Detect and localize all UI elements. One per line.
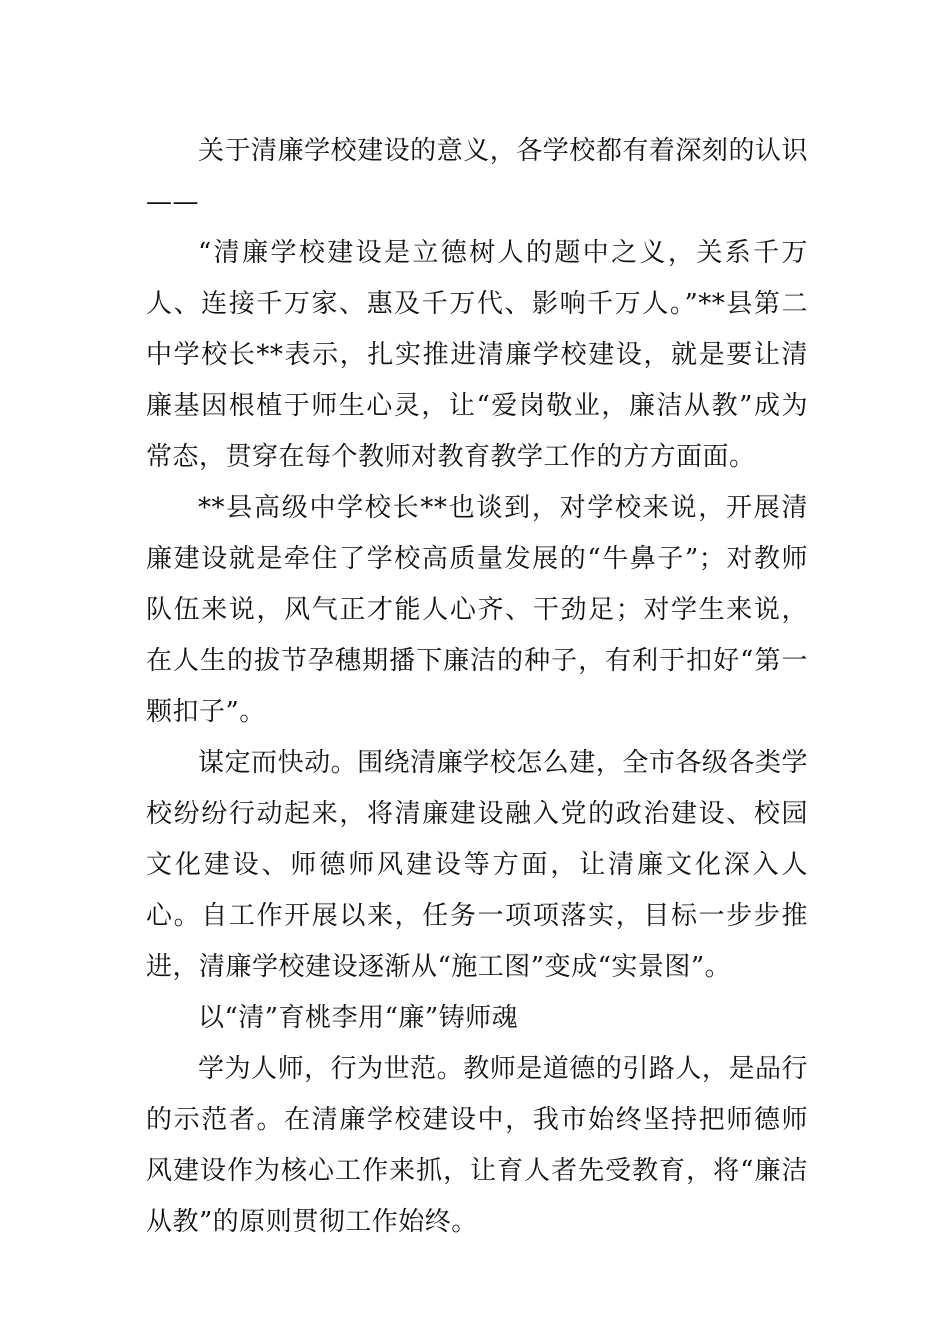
paragraph-principal-remarks: **县高级中学校长**也谈到，对学校来说，开展清廉建设就是牵住了学校高质量发展的“牛鼻子”；对教师队伍来说，风气正才能人心齐、干劲足；对学生来说，在人生的拔节孕穗期播下廉洁的种子，有利于扣好“第一颗扣子”。 (146, 493, 808, 727)
section-heading: 以“清”育桃李用“廉”铸师魂 (198, 1003, 519, 1033)
paragraph-quote: “清廉学校建设是立德树人的题中之义，关系千万人、连接千万家、惠及千万代、影响千万人。”**县第二中学校长**表示，扎实推进清廉学校建设，就是要让清廉基因根植于师生心灵，让“爱岗敬业，廉洁从教”成为常态，贯穿在每个教师对教育教学工作的方方面面。 (146, 238, 808, 472)
paragraph-teachers: 学为人师，行为世范。教师是道德的引路人，是品行的示范者。在清廉学校建设中，我市始终坚持把师德师风建设作为核心工作来抓，让育人者先受教育，将“廉洁从教”的原则贯彻工作始终。 (146, 1054, 808, 1237)
document-body (146, 126, 808, 1248)
paragraph-intro: 关于清廉学校建设的意义，各学校都有着深刻的认识—— (146, 136, 808, 217)
paragraph-action: 谋定而快动。围绕清廉学校怎么建，全市各级各类学校纷纷行动起来，将清廉建设融入党的政治建设、校园文化建设、师德师风建设等方面，让清廉文化深入人心。自工作开展以来，任务一项项落实，目标一步步推进，清廉学校建设逐渐从“施工图”变成“实景图”。 (146, 748, 808, 982)
